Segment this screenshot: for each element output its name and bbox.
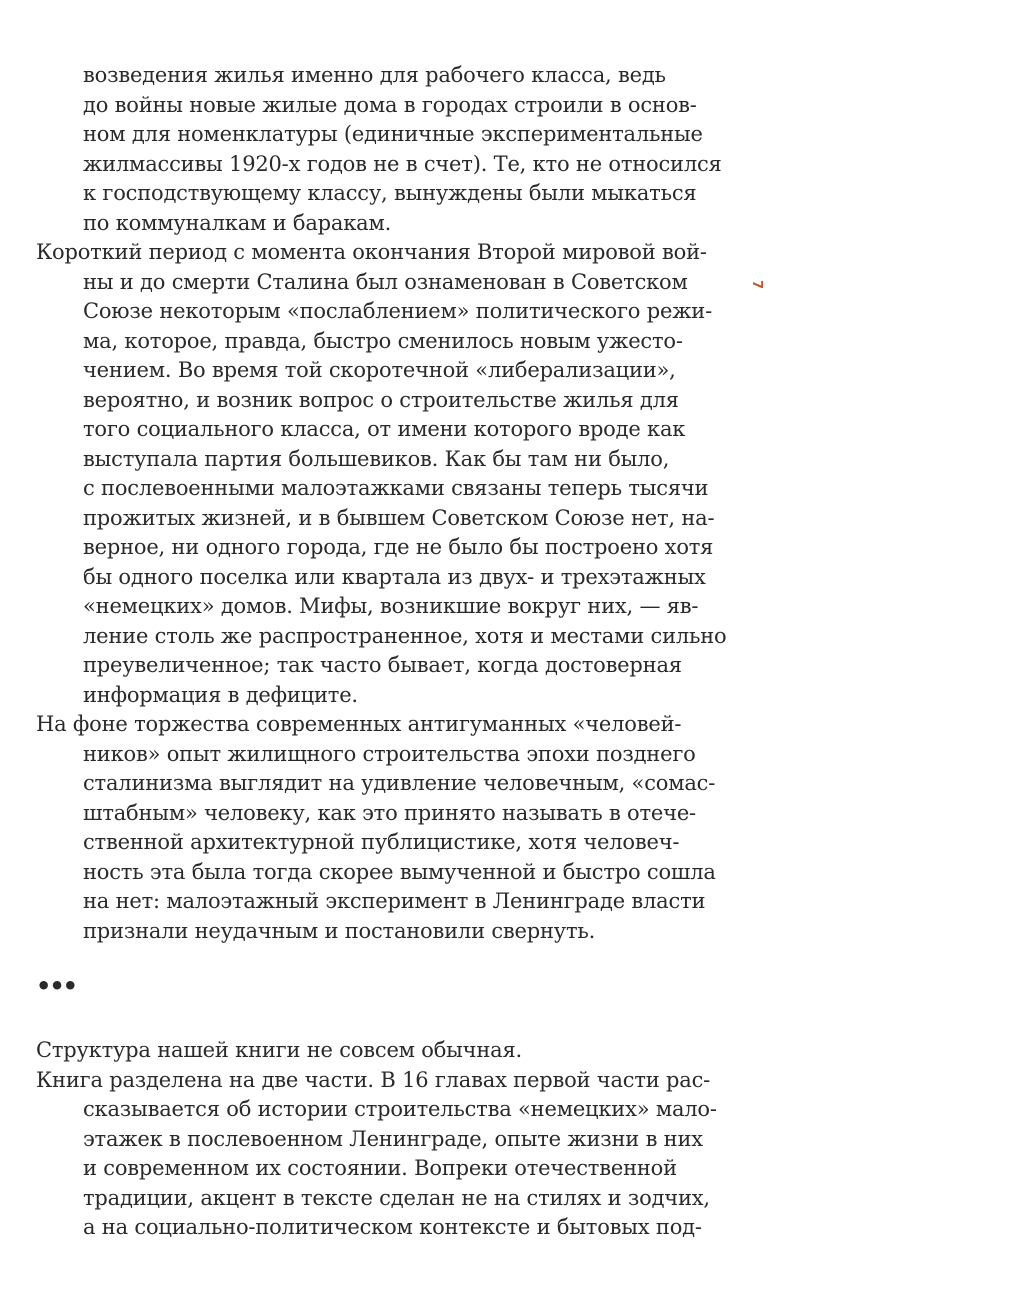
text-line: с послевоенными малоэтажками связаны теперь тысячи [83, 476, 709, 500]
text-line: а на социально-политическом контексте и бытовых под- [83, 1215, 702, 1239]
paragraph-first-line: Структура нашей книги не совсем обычная. [36, 1038, 523, 1062]
text-line: чением. Во время той скоротечной «либерализации», [83, 358, 676, 382]
text-line: ность эта была тогда скорее вымученной и быстро сошла [83, 859, 716, 884]
text-line: «немецких» домов. Мифы, возникшие вокруг них, — яв- [83, 594, 699, 618]
text-line: преувеличенное; так часто бывает, когда достоверная [83, 653, 682, 677]
text-line: ников» опыт жилищного строительства эпохи позднего [83, 741, 696, 766]
text-line: Союзе некоторым «послаблением» политического режи- [83, 299, 713, 323]
text-line: этажек в послевоенном Ленинграде, опыте жизни в них [83, 1126, 703, 1151]
text-line: и современном их состоянии. Вопреки отечественной [83, 1156, 677, 1180]
text-line: традиции, акцент в тексте сделан не на стилях и зодчих, [83, 1185, 710, 1210]
text-line: бы одного поселка или квартала из двух- и трехэтажных [83, 564, 706, 589]
text-section-main [36, 61, 756, 946]
text-line: ны и до смерти Сталина был ознаменован в Советском [83, 269, 688, 294]
text-line: верное, ни одного города, где не было бы построено хотя [83, 535, 714, 559]
section-separator: ••• [36, 972, 77, 1000]
page-number: 7 [749, 279, 765, 290]
text-line: возведения жилья именно для рабочего класса, ведь [83, 63, 666, 87]
text-line: на нет: малоэтажный эксперимент в Ленинграде власти [83, 889, 706, 913]
paragraph-first-line: Короткий период с момента окончания Второй мировой вой- [36, 240, 707, 264]
paragraph-first-line: Книга разделена на две части. В 16 главах первой части рас- [36, 1067, 711, 1092]
paragraph-first-line: На фоне торжества современных антигуманных «человей- [36, 712, 682, 736]
text-line: информация в дефиците. [83, 682, 358, 707]
text-line: ном для номенклатуры (единичные экспериментальные [83, 122, 703, 146]
text-line: ма, которое, правда, быстро сменилось новым ужесто- [83, 328, 683, 353]
text-line: сталинизма выглядит на удивление человечным, «сомас- [83, 771, 716, 795]
text-line: сказывается об истории строительства «немецких» мало- [83, 1097, 717, 1121]
text-line: ление столь же распространенное, хотя и местами сильно [83, 623, 727, 648]
text-line: признали неудачным и постановили свернуть. [83, 918, 596, 943]
text-line: до войны новые жилые дома в городах строили в основ- [83, 92, 697, 117]
text-line: жилмассивы 1920-х годов не в счет). Те, кто не относился [83, 151, 722, 176]
text-line: вероятно, и возник вопрос о строительстве жилья для [83, 387, 679, 412]
text-line: выступала партия большевиков. Как бы там ни было, [83, 446, 670, 471]
text-line: прожитых жизней, и в бывшем Советском Союзе нет, на- [83, 505, 715, 530]
text-line: ственной архитектурной публицистике, хотя человеч- [83, 830, 680, 854]
text-line: того социального класса, от имени которого вроде как [83, 417, 686, 441]
text-line: по коммуналкам и баракам. [83, 210, 392, 235]
text-line: к господствующему классу, вынуждены были мыкаться [83, 181, 697, 205]
text-section-structure [36, 1036, 756, 1243]
text-line: штабным» человеку, как это принято называть в отече- [83, 800, 696, 825]
